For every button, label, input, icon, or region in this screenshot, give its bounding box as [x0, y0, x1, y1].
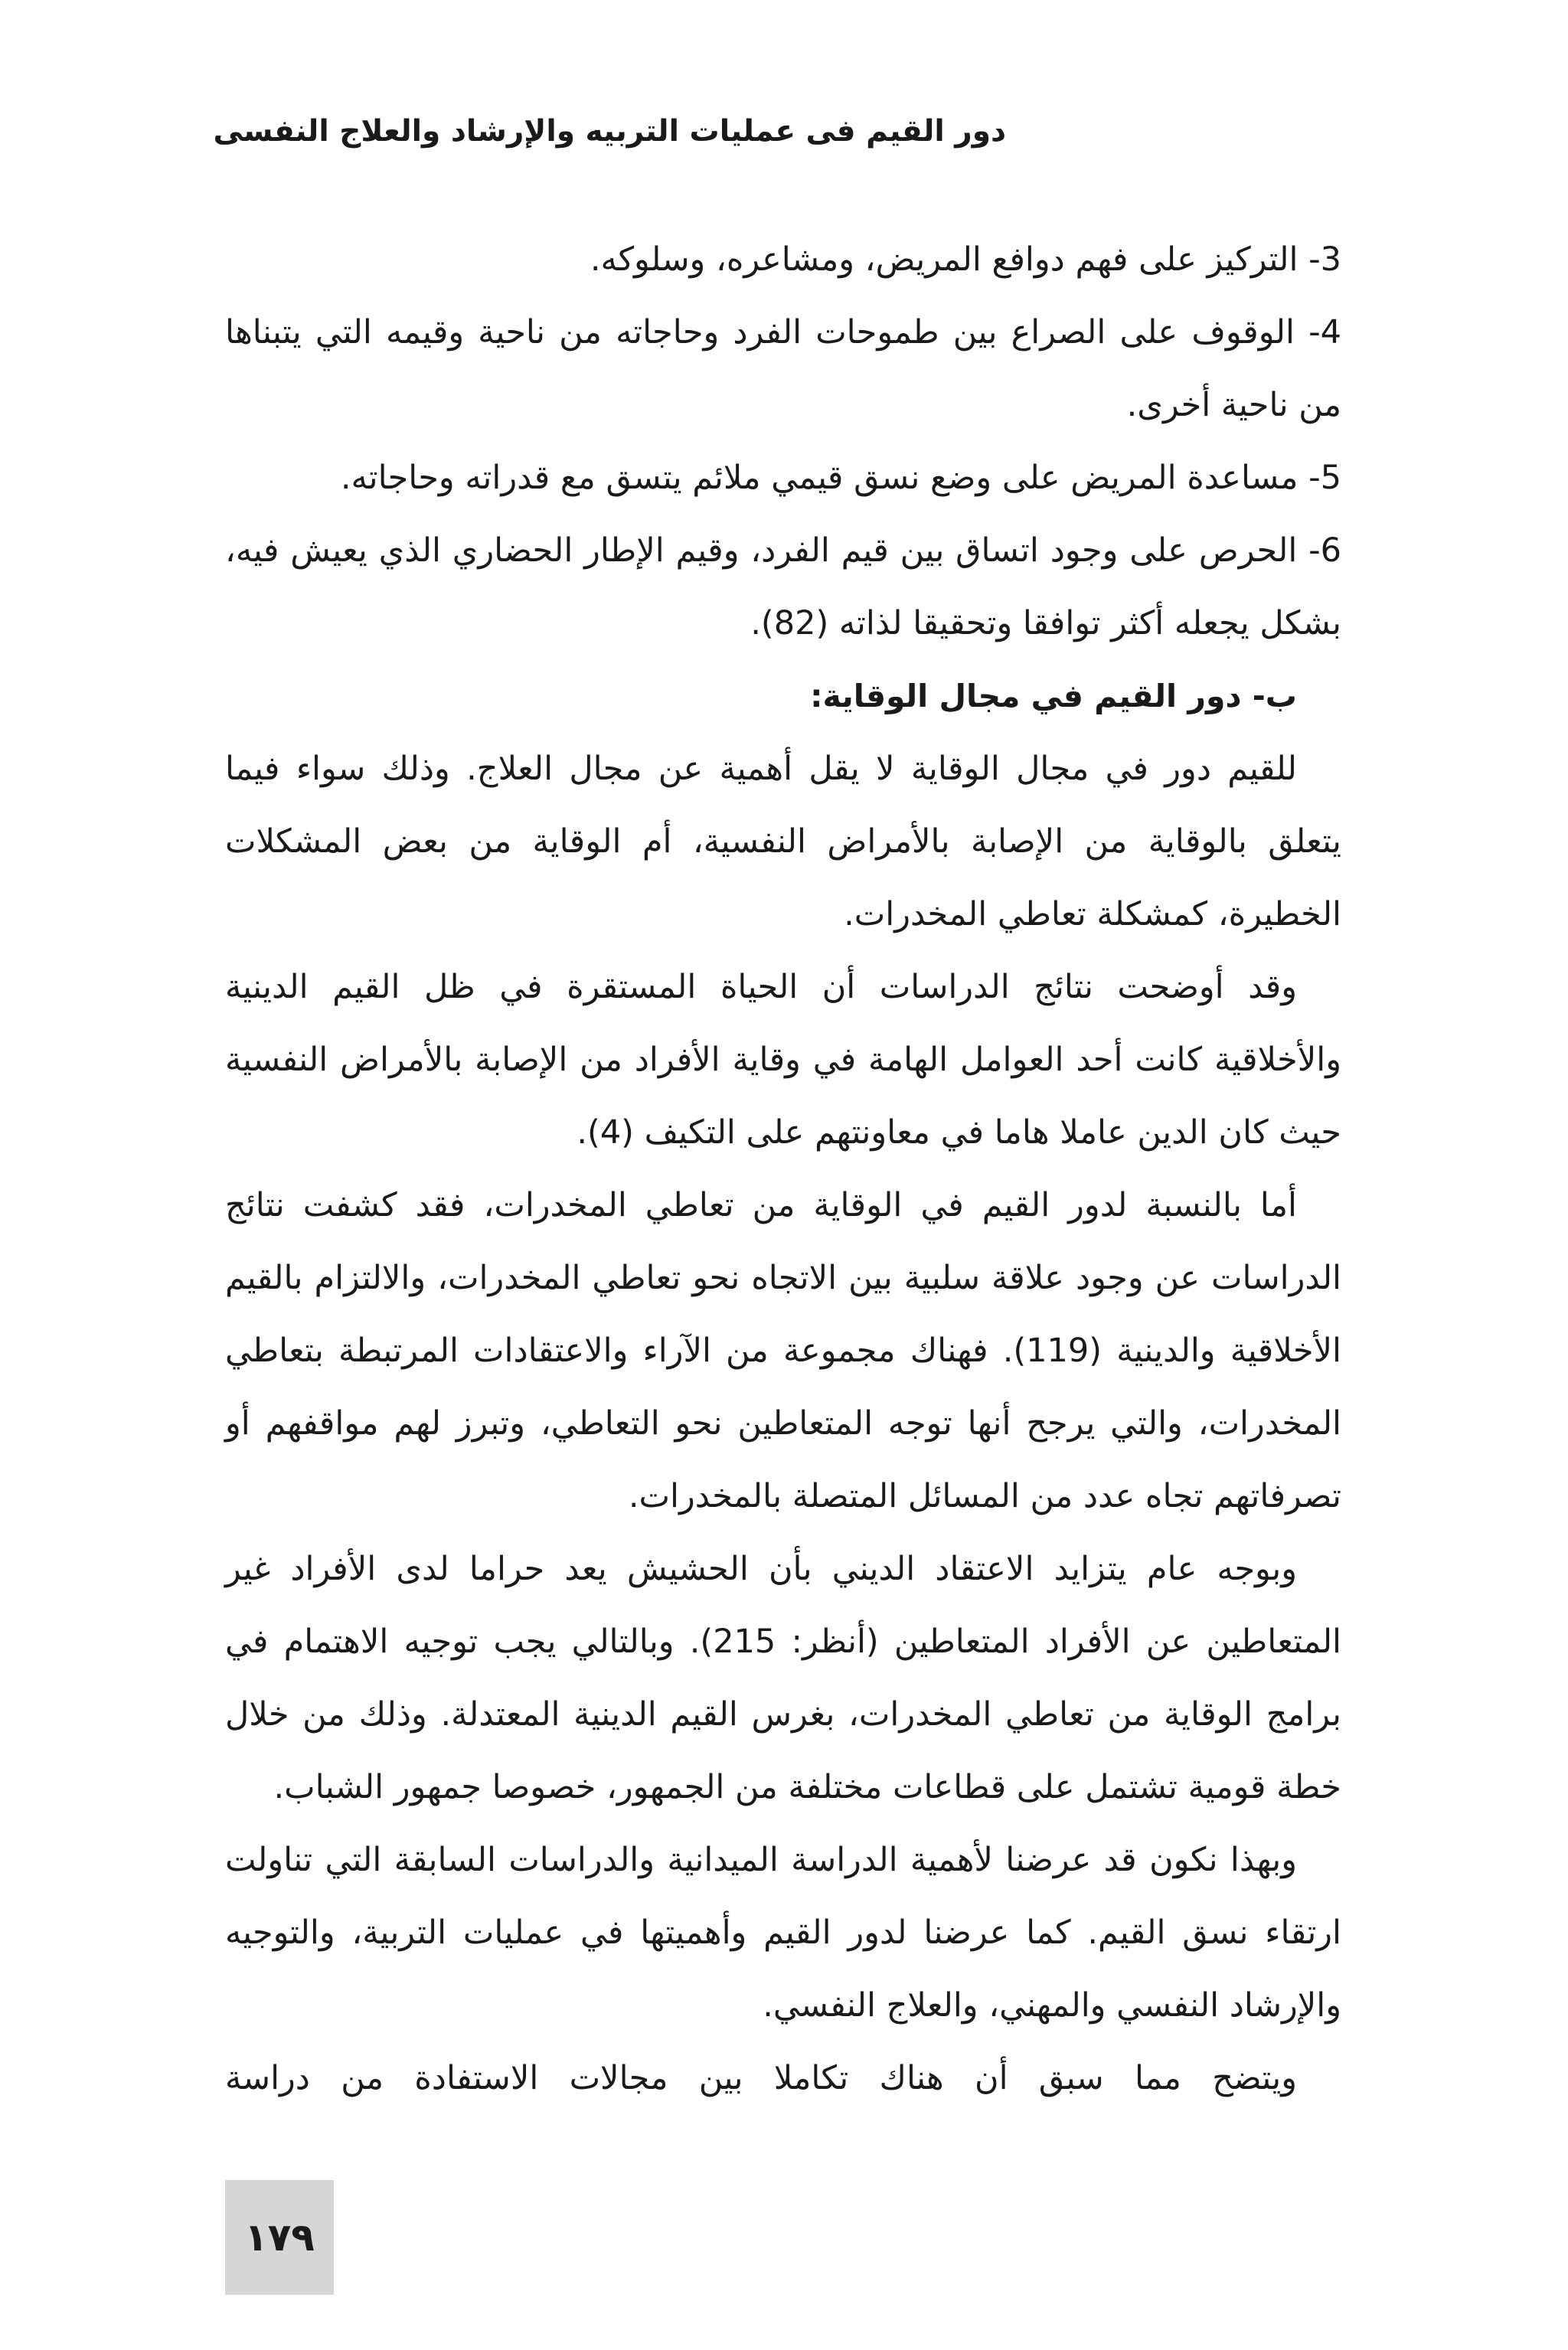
paragraph-prevention-intro: للقيم دور في مجال الوقاية لا يقل أهمية عن مجال العلاج. وذلك سواء فيما يتعلق بالوقاية من الإصابة بالأمراض النفسية، أم الوقاية من بعض المشكلات الخطيرة، كمشكلة تعاطي المخدرات.	[225, 750, 1341, 933]
paragraph-religious-belief: وبوجه عام يتزايد الاعتقاد الديني بأن الحشيش يعد حراما لدى الأفراد غير المتعاطين عن الأفراد المتعاطين (أنظر: 215). وبالتالي يجب توجيه الاهتمام في برامج الوقاية من تعاطي المخدرات، بغرس القيم الدينية المعتدلة. وذلك من خلال خطة قومية تشتمل على قطاعات مختلفة من الجمهور، خصوصا جمهور الشباب.	[225, 1550, 1341, 1806]
list-item-5: 5- مساعدة المريض على وضع نسق قيمي ملائم يتسق مع قدراته وحاجاته.	[340, 459, 1341, 497]
list-item-4: 4- الوقوف على الصراع بين طموحات الفرد وحاجاته من ناحية وقيمه التي يتبناها من ناحية أخرى.	[225, 313, 1341, 424]
paragraph-studies-results: وقد أوضحت نتائج الدراسات أن الحياة المستقرة في ظل القيم الدينية والأخلاقية كانت أحد العوامل الهامة في وقاية الأفراد من الإصابة بالأمراض النفسية حيث كان الدين عاملا هاما في معاونتهم على التكيف (4).	[225, 968, 1341, 1152]
list-item-6: 6- الحرص على وجود اتساق بين قيم الفرد، وقيم الإطار الحضاري الذي يعيش فيه، بشكل يجعله أكثر توافقا وتحقيقا لذاته (82).	[225, 531, 1341, 642]
running-header: دور القيم فى عمليات التربيه والإرشاد والعلاج النفسى	[213, 114, 1006, 149]
paragraph-summary: وبهذا نكون قد عرضنا لأهمية الدراسة الميدانية والدراسات السابقة التي تناولت ارتقاء نسق القيم. كما عرضنا لدور القيم وأهميتها في عمليات التربية، والتوجيه والإرشاد النفسي والمهني، والعلاج النفسي.	[225, 1841, 1341, 2025]
page-body	[225, 224, 1341, 2115]
section-heading: ب- دور القيم في مجال الوقاية:	[810, 678, 1297, 714]
list-item-3: 3- التركيز على فهم دوافع المريض، ومشاعره، وسلوكه.	[590, 240, 1341, 279]
page-number-box	[225, 2180, 334, 2295]
paragraph-drugs-prevention: أما بالنسبة لدور القيم في الوقاية من تعاطي المخدرات، فقد كشفت نتائج الدراسات عن وجود علاقة سلبية بين الاتجاه نحو تعاطي المخدرات، والالتزام بالقيم الأخلاقية والدينية (119). فهناك مجموعة من الآراء والاعتقادات المرتبطة بتعاطي المخدرات، والتي يرجح أنها توجه المتعاطين نحو التعاطي، وتبرز لهم مواقفهم أو تصرفاتهم تجاه عدد من المسائل المتصلة بالمخدرات.	[225, 1186, 1342, 1515]
page-number: ١٧٩	[244, 2215, 315, 2260]
paragraph-continued: ويتضح مما سبق أن هناك تكاملا بين مجالات الاستفادة من دراسة	[225, 2059, 1297, 2097]
